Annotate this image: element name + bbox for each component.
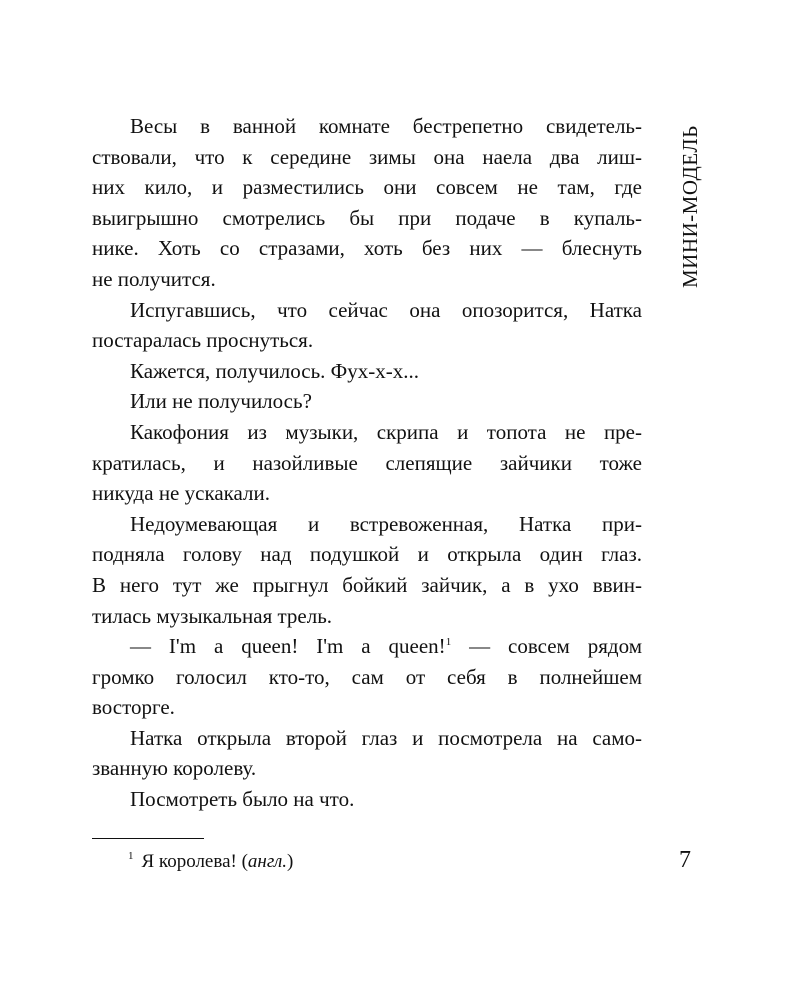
- footnote-text: Я королева! (: [141, 851, 248, 872]
- paragraph: [92, 417, 642, 509]
- text-line: громко голосил кто-то, сам от себя в полнейшем: [92, 664, 642, 689]
- footnote: [128, 849, 293, 875]
- text-line: не получится.: [92, 266, 216, 291]
- paragraph: [92, 111, 642, 295]
- paragraph: [92, 723, 642, 784]
- text-line: постаралась проснуться.: [92, 328, 314, 353]
- text-line: тилась музыкальная трель.: [92, 603, 333, 628]
- dialogue-tail: — совсем рядом: [451, 634, 642, 659]
- text-line: подняла голову над подушкой и открыла один глаз.: [92, 542, 642, 567]
- footnote-divider: [92, 838, 204, 839]
- text-line: Натка открыла второй глаз и посмотрела на само-: [130, 725, 642, 750]
- page-number: 7: [679, 847, 691, 873]
- text-line: Какофония из музыки, скрипа и топота не пре-: [130, 419, 642, 444]
- text-line: Посмотреть было на что.: [130, 787, 355, 812]
- paragraph: [92, 509, 642, 631]
- text-line: Или не получилось?: [130, 389, 312, 414]
- text-line: ствовали, что к середине зимы она наела два лиш-: [92, 144, 642, 169]
- paragraph: [92, 356, 642, 387]
- text-line: Кажется, получилось. Фух-х-х...: [130, 358, 419, 383]
- paragraph: [92, 784, 642, 815]
- footnote-close: ): [287, 851, 294, 872]
- text-line: [92, 631, 642, 662]
- text-line: Испугавшись, что сейчас она опозорится, Натка: [130, 297, 642, 322]
- text-line: кратилась, и назойливые слепящие зайчики тоже: [92, 450, 642, 475]
- paragraph: [92, 631, 642, 723]
- paragraph: [92, 386, 642, 417]
- text-line: званную королеву.: [92, 756, 257, 781]
- text-line: восторге.: [92, 695, 175, 720]
- text-line: них кило, и разместились они совсем не там, где: [92, 175, 642, 200]
- text-line: В него тут же прыгнул бойкий зайчик, а в ухо ввин-: [92, 572, 642, 597]
- footnote-reference: 1: [445, 636, 452, 649]
- running-head: МИНИ-МОДЕЛЬ: [678, 125, 702, 288]
- dialogue-text: — I'm a queen! I'm a queen!: [130, 634, 446, 659]
- footnote-lang-note: англ.: [247, 851, 288, 872]
- text-line: Весы в ванной комнате бестрепетно свидетель-: [130, 114, 642, 138]
- body-text: [92, 111, 642, 815]
- text-line: никуда не ускакали.: [92, 481, 271, 506]
- text-line: нике. Хоть со стразами, хоть без них — блеснуть: [92, 236, 642, 261]
- footnote-marker: 1: [128, 850, 134, 862]
- text-line: выигрышно смотрелись бы при подаче в купаль-: [92, 205, 642, 230]
- text-line: Недоумевающая и встревоженная, Натка при-: [130, 511, 642, 536]
- paragraph: [92, 295, 642, 356]
